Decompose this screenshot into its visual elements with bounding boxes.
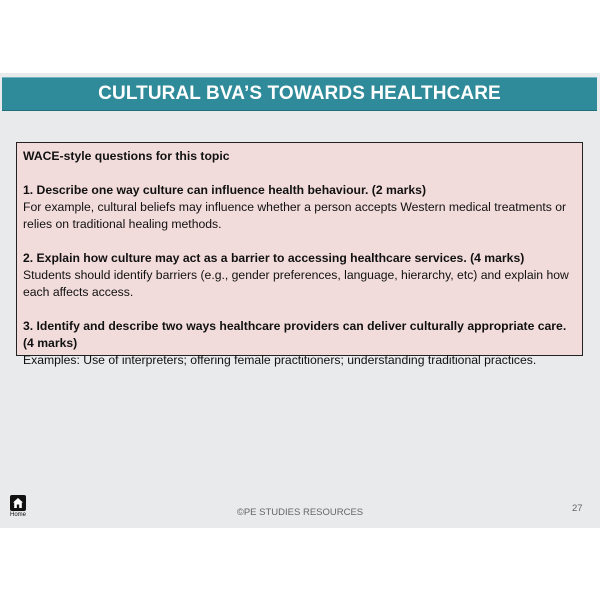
question-2: [23, 250, 576, 301]
question-body: For example, cultural beliefs may influence whether a person accepts Western medical treatments or relies on traditional healing methods.: [23, 200, 567, 231]
page-number: 27: [572, 503, 583, 514]
footer-copyright: ©PE STUDIES RESOURCES: [236, 507, 364, 518]
home-label: Home: [9, 512, 26, 518]
question-body: Students should identify barriers (e.g., gender preferences, language, hierarchy, etc) and explain how each affects access.: [23, 268, 569, 299]
slide: [0, 73, 600, 528]
slide-title: CULTURAL BVA’S TOWARDS HEALTHCARE: [98, 83, 501, 104]
question-title: 1. Describe one way culture can influence health behaviour. (2 marks): [23, 183, 427, 197]
question-1: [23, 182, 576, 233]
questions-box: [16, 142, 583, 367]
question-3: [23, 318, 576, 369]
title-bar: [2, 77, 597, 111]
question-title: 3. Identify and describe two ways healthcare providers can deliver culturally appropriate care. (4 marks): [23, 319, 567, 350]
question-title: 2. Explain how culture may act as a barrier to accessing healthcare services. (4 marks): [23, 251, 525, 265]
question-body: Examples: Use of interpreters; offering female practitioners; understanding traditional practices.: [23, 353, 537, 367]
box-heading: WACE-style questions for this topic: [23, 149, 230, 163]
